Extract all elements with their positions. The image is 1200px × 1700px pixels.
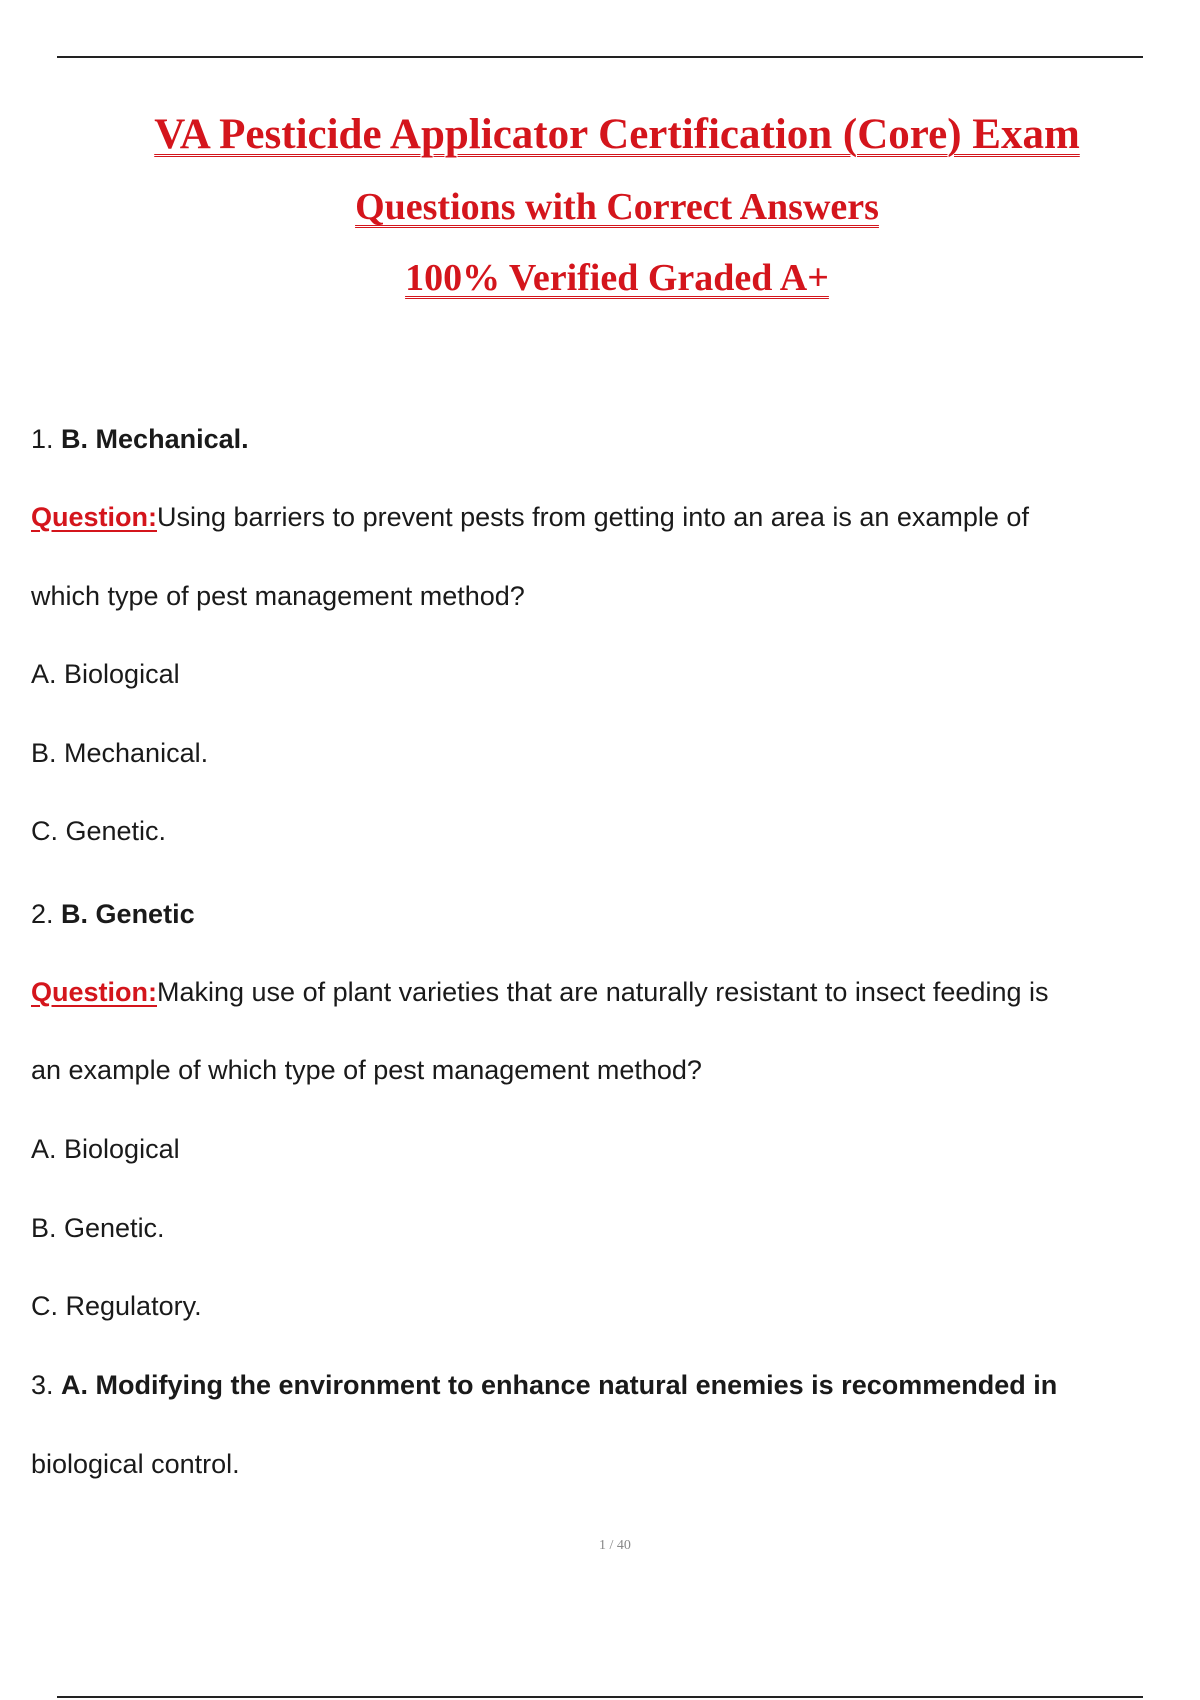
item-1-option-c: C. Genetic. (31, 816, 167, 846)
item-2-option-b: B. Genetic. (31, 1213, 165, 1243)
question-text: Making use of plant varieties that are naturally resistant to insect feeding is (157, 977, 1049, 1007)
item-1-question (31, 500, 1029, 534)
item-2-question-cont: an example of which type of pest management method? (31, 1055, 702, 1085)
item-2-option-a: A. Biological (31, 1134, 180, 1164)
top-rule (57, 56, 1143, 58)
document-title-line-2: Questions with Correct Answers (355, 186, 879, 228)
item-1-option-b: B. Mechanical. (31, 738, 209, 768)
page-number: 1 / 40 (599, 1538, 631, 1553)
question-label: Question: (31, 977, 157, 1007)
item-number: 3. (31, 1370, 54, 1400)
correct-answer: B. Genetic (61, 899, 195, 929)
item-2-question (31, 975, 1048, 1009)
question-label: Question: (31, 502, 157, 532)
item-2-option-c: C. Regulatory. (31, 1291, 202, 1321)
bottom-rule (57, 1696, 1143, 1698)
document-title-line-3: 100% Verified Graded A+ (405, 257, 829, 299)
item-number: 1. (31, 424, 54, 454)
question-text: Using barriers to prevent pests from getting into an area is an example of (157, 502, 1029, 532)
document-title-line-1: VA Pesticide Applicator Certification (Core) Exam (154, 111, 1080, 158)
item-3-answer-cont: biological control. (31, 1449, 240, 1479)
item-number: 2. (31, 899, 54, 929)
item-1-option-a: A. Biological (31, 659, 180, 689)
correct-answer: A. Modifying the environment to enhance natural enemies is recommended in (61, 1370, 1058, 1400)
item-1-question-cont: which type of pest management method? (31, 581, 525, 611)
item-1-answer (31, 422, 249, 456)
correct-answer: B. Mechanical. (61, 424, 249, 454)
item-2-answer (31, 897, 195, 931)
item-3-answer (31, 1368, 1057, 1402)
